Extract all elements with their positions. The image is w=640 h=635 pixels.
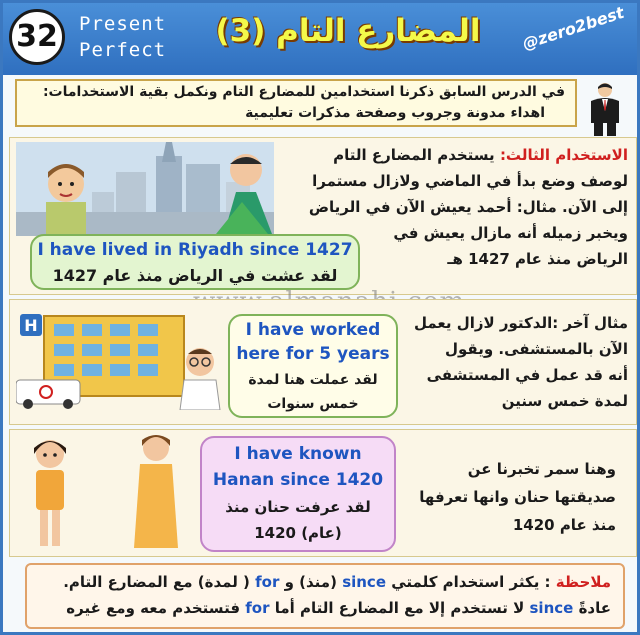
example-english-known-line1: I have known <box>234 444 362 464</box>
usage-three-line1: لوصف وضع بدأ في الماضي ولازال مستمرا <box>312 172 628 190</box>
doctor-example-section <box>9 299 637 425</box>
friend-example-line3: منذ عام 1420 <box>512 516 616 534</box>
doctor-icon <box>174 342 226 410</box>
girl-hanan-icon <box>128 430 184 554</box>
doctor-example-line3: أنه قد عمل في المستشفى <box>426 366 628 384</box>
keyword-since: since <box>342 573 387 591</box>
brand-watermark: @zero2best <box>520 2 627 54</box>
note-line1-c: ( لمدة) مع المضارع التام. <box>63 573 250 591</box>
doctor-example-line1: مثال آخر :الدكتور لازال يعمل <box>413 314 628 332</box>
note-line2-c: فتستخدم معه ومع غيره <box>66 599 241 617</box>
doctor-example-line2: الآن بالمستشفى. ويقول <box>444 340 628 358</box>
example-bubble-riyadh <box>30 234 360 290</box>
example-english-riyadh: I have lived in Riyadh since 1427 <box>37 240 353 260</box>
friend-example-line1: وهنا سمر تخبرنا عن <box>467 460 616 478</box>
arabic-title: المضارع التام (3) <box>215 13 481 49</box>
note-line1-b: (منذ) و <box>284 573 337 591</box>
example-arabic-work-line1: لقد عملت هنا لمدة <box>248 372 378 388</box>
note-line2-a: عادةً <box>578 599 611 617</box>
example-arabic-work-line2: خمس سنوات <box>267 396 359 412</box>
usage-three-line3: ويخبر زميله أنه مازال يعيش في <box>393 224 628 242</box>
note-line2 <box>66 599 611 617</box>
example-arabic-known-line2: (عام) 1420 <box>254 524 342 542</box>
keyword-for: for <box>255 573 280 591</box>
example-bubble-known <box>200 436 396 552</box>
english-title <box>79 11 166 63</box>
example-english-work-line2: here for 5 years <box>236 344 390 364</box>
english-title-line2: Perfect <box>79 39 167 61</box>
example-english-known-line2: Hanan since 1420 <box>212 470 384 490</box>
usage-three-section <box>9 137 637 295</box>
note-label: ملاحظة <box>555 573 611 591</box>
keyword-for-2: for <box>245 599 270 617</box>
english-title-line1: Present <box>79 13 167 35</box>
intro-line1: في الدرس السابق ذكرنا استخدامين للمضارع التام ونكمل بقية الاستخدامات: <box>42 84 565 100</box>
usage-three-line2: إلى الآن. مثال: أحمد يعيش الآن في الرياض <box>308 198 628 216</box>
example-arabic-riyadh: لقد عشت في الرياض منذ عام 1427 <box>52 266 338 285</box>
usage-three-line4: الرياض منذ عام 1427 هـ <box>447 250 628 268</box>
usage-three-label: الاستخدام الثالث: <box>499 146 628 164</box>
businessman-icon <box>585 81 625 137</box>
friend-example-line2: صديقتها حنان وانها تعرفها <box>419 488 616 506</box>
svg-text:H: H <box>24 316 38 335</box>
example-english-work-line1: I have worked <box>245 320 381 340</box>
note-line2-b: لا تستخدم إلا مع المضارع التام أما <box>274 599 525 617</box>
lesson-number-badge: 32 <box>9 9 65 65</box>
girl-samar-icon <box>24 434 76 552</box>
note-line1-a: : يكثر استخدام كلمتي <box>391 573 551 591</box>
note-box <box>25 563 625 629</box>
note-line1 <box>63 573 611 591</box>
keyword-since-2: since <box>529 599 574 617</box>
riyadh-scene-illustration <box>16 142 274 236</box>
header-banner <box>3 3 637 75</box>
usage-three-line0 <box>268 142 628 168</box>
example-arabic-known-line1: لقد عرفت حنان منذ <box>225 498 371 516</box>
intro-box <box>15 79 577 127</box>
doctor-example-line4: لمدة خمس سنين <box>501 392 628 410</box>
usage-three-intro: يستخدم المضارع التام <box>333 146 495 164</box>
intro-line2: اهداء مدونة وجروب وصفحة مذكرات تعليمية <box>245 105 545 121</box>
hospital-illustration <box>16 310 192 410</box>
example-bubble-work <box>228 314 398 418</box>
friend-example-section <box>9 429 637 557</box>
